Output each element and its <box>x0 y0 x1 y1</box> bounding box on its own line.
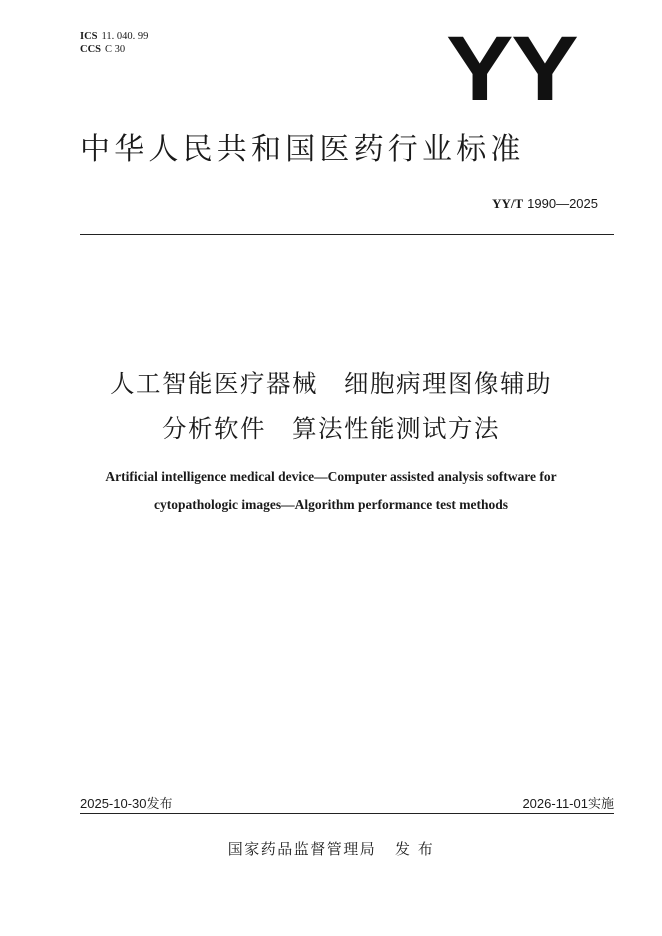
standard-number-value: 1990—2025 <box>527 196 598 211</box>
issuer-name: 国家药品监督管理局 <box>227 840 377 858</box>
cn-title-line-2: 分析软件 算法性能测试方法 <box>162 414 500 443</box>
classification-codes <box>80 30 148 56</box>
publish-date-suffix: 发布 <box>146 797 173 812</box>
yy-logo: YY <box>446 18 577 120</box>
bottom-divider <box>80 813 614 814</box>
ccs-label: CCS <box>80 44 102 55</box>
standard-category-title: 中华人民共和国医药行业标准 <box>80 132 525 167</box>
implement-date <box>522 793 614 812</box>
ics-label: ICS <box>80 31 98 42</box>
ccs-value: C 30 <box>105 44 126 55</box>
publish-date-value: 2025-10-30 <box>80 796 147 811</box>
implement-date-value: 2026-11-01 <box>522 796 588 811</box>
standard-number-prefix: YY/T <box>492 196 524 211</box>
implement-date-suffix: 实施 <box>587 797 614 812</box>
issuer <box>0 838 662 859</box>
en-title-line-1: Artificial intelligence medical device—Computer assisted analysis software for <box>105 469 557 484</box>
publish-date <box>80 793 173 812</box>
en-title-line-2: cytopathologic images—Algorithm performance test methods <box>154 497 508 512</box>
ics-line <box>80 30 148 43</box>
ccs-line <box>80 43 148 56</box>
ics-value: 11. 040. 99 <box>101 31 149 42</box>
standard-number <box>492 196 598 212</box>
top-divider <box>80 234 614 235</box>
issuer-action: 发 布 <box>395 840 435 858</box>
cn-title-line-1: 人工智能医疗器械 细胞病理图像辅助 <box>110 369 552 398</box>
